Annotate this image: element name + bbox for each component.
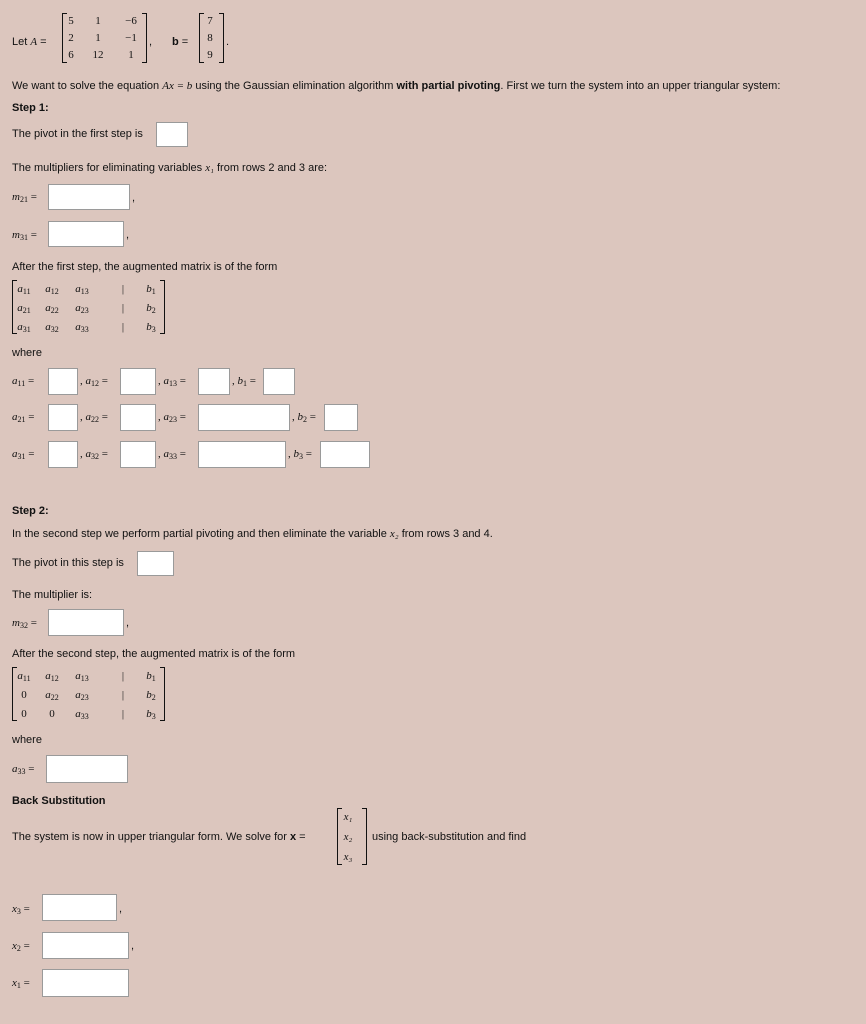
aug1-cell: $a_{12}$ [45,283,59,296]
m32-label: $m_{32}$ = [12,617,37,630]
a33-label: , $a_{33}$ = [158,448,186,461]
step1-pivot-prompt: The pivot in the first step is [12,128,143,140]
aug2-cell: $a_{13}$ [75,670,89,683]
step2-pivot-input[interactable] [137,551,174,576]
aug1-separator: | [121,283,125,295]
vector-b-right-bracket [219,13,224,63]
b2-label: , $b_2$ = [292,411,316,424]
vector-x-cell: x₂ [343,831,353,843]
m31-input[interactable] [48,221,124,247]
step2-pivot-prompt: The pivot in this step is [12,557,124,569]
vector-x-right-bracket [362,808,367,865]
aug1-cell: $b_1$ [146,283,156,296]
b1-label: , $b_1$ = [232,375,256,388]
matrix-a-cell: 5 [68,15,74,27]
a12-input[interactable] [120,368,156,395]
comma: , [126,617,130,629]
a13-input[interactable] [198,368,230,395]
matrix-a-cell: −1 [125,32,137,44]
comma: , [126,229,130,241]
vector-b-cell: 8 [207,32,213,44]
x1-label: $x_1$ = [12,977,30,990]
x3-label: $x_3$ = [12,903,30,916]
aug2-separator: | [121,689,125,701]
aug1-separator: | [121,321,125,333]
matrix-a-cell: 12 [92,49,104,61]
aug2-cell: 0 [49,708,55,720]
a13-label: , $a_{13}$ = [158,375,186,388]
comma: , [149,36,153,48]
b3-input[interactable] [320,441,370,468]
aug1-cell: $a_{11}$ [17,283,31,296]
aug2-cell: $a_{12}$ [45,670,59,683]
aug2-separator: | [121,670,125,682]
back-text: The system is now in upper triangular form. We solve for x = [12,831,306,843]
comma: , [119,903,123,915]
a11-input[interactable] [48,368,78,395]
step2-a33-label: $a_{33}$ = [12,763,35,776]
aug1-cell: $a_{33}$ [75,321,89,334]
a23-input[interactable] [198,404,290,431]
matrix-a-right-bracket [142,13,147,63]
a11-label: $a_{11}$ = [12,375,35,388]
m31-label: $m_{31}$ = [12,229,37,242]
a21-label: $a_{21}$ = [12,411,35,424]
m21-input[interactable] [48,184,130,210]
b2-input[interactable] [324,404,358,431]
matrix-a-cell: −6 [125,15,137,27]
back-heading: Back Substitution [12,795,106,807]
matrix-a-cell: 1 [95,32,101,44]
aug-matrix1-right-bracket [160,280,165,334]
matrix-a-cell: 2 [68,32,74,44]
step1-multiplier-prompt: The multipliers for eliminating variables x₁ from rows 2 and 3 are: [12,162,328,174]
b3-label: , $b_3$ = [288,448,312,461]
aug2-cell: $b_1$ [146,670,156,683]
a31-input[interactable] [48,441,78,468]
aug1-cell: $b_2$ [146,302,156,315]
step2-description: In the second step we perform partial pivoting and then eliminate the variable x₂ from rows 3 and 4. [12,528,493,540]
aug-matrix2-right-bracket [160,667,165,721]
aug2-cell: $a_{23}$ [75,689,89,702]
vector-b-cell: 9 [207,49,213,61]
matrix-a-cell: 1 [128,49,134,61]
a31-label: $a_{31}$ = [12,448,35,461]
a21-input[interactable] [48,404,78,431]
m32-input[interactable] [48,609,124,636]
vector-x-cell: x₁ [343,811,353,823]
vector-x-cell: x₃ [343,851,353,863]
x1-input[interactable] [42,969,129,997]
aug1-cell: $b_3$ [146,321,156,334]
a12-label: , $a_{12}$ = [80,375,108,388]
b-label: b = [172,36,189,48]
matrix-a-cell: 1 [95,15,101,27]
step2-heading: Step 2: [12,505,49,517]
a32-label: , $a_{32}$ = [80,448,108,461]
x3-input[interactable] [42,894,117,921]
aug1-cell: $a_{13}$ [75,283,89,296]
step2-where-text: where [12,734,42,746]
period: . [226,36,230,48]
step1-heading: Step 1: [12,102,49,114]
aug1-cell: $a_{23}$ [75,302,89,315]
aug2-cell: 0 [21,708,27,720]
aug2-cell: $a_{11}$ [17,670,31,683]
vector-b-cell: 7 [207,15,213,27]
a32-input[interactable] [120,441,156,468]
step1-pivot-input[interactable] [156,122,188,147]
step2-a33-input[interactable] [46,755,128,783]
step2-after-text: After the second step, the augmented matrix is of the form [12,648,296,660]
aug1-cell: $a_{31}$ [17,321,31,334]
let-label: Let A = [12,36,47,48]
b1-input[interactable] [263,368,295,395]
x2-label: $x_2$ = [12,940,30,953]
aug2-cell: $b_3$ [146,708,156,721]
comma: , [131,940,135,952]
intro-sentence: We want to solve the equation Ax = b using the Gaussian elimination algorithm with partial pivoting. First we turn the system into an upper triangular system: [12,80,781,92]
aug2-cell: $a_{33}$ [75,708,89,721]
aug2-cell: $b_2$ [146,689,156,702]
a22-label: , $a_{22}$ = [80,411,108,424]
aug1-cell: $a_{32}$ [45,321,59,334]
step1-where-text: where [12,347,42,359]
a33-input[interactable] [198,441,286,468]
step2-multiplier-prompt: The multiplier is: [12,589,93,601]
x2-input[interactable] [42,932,129,959]
back-text-end: using back-substitution and find [372,831,527,843]
m21-label: $m_{21}$ = [12,191,37,204]
matrix-a-cell: 6 [68,49,74,61]
step1-after-text: After the first step, the augmented matrix is of the form [12,261,278,273]
a22-input[interactable] [120,404,156,431]
aug1-cell: $a_{21}$ [17,302,31,315]
aug1-separator: | [121,302,125,314]
aug2-separator: | [121,708,125,720]
aug2-cell: $a_{22}$ [45,689,59,702]
a23-label: , $a_{23}$ = [158,411,186,424]
aug2-cell: 0 [21,689,27,701]
aug1-cell: $a_{22}$ [45,302,59,315]
comma: , [132,192,136,204]
